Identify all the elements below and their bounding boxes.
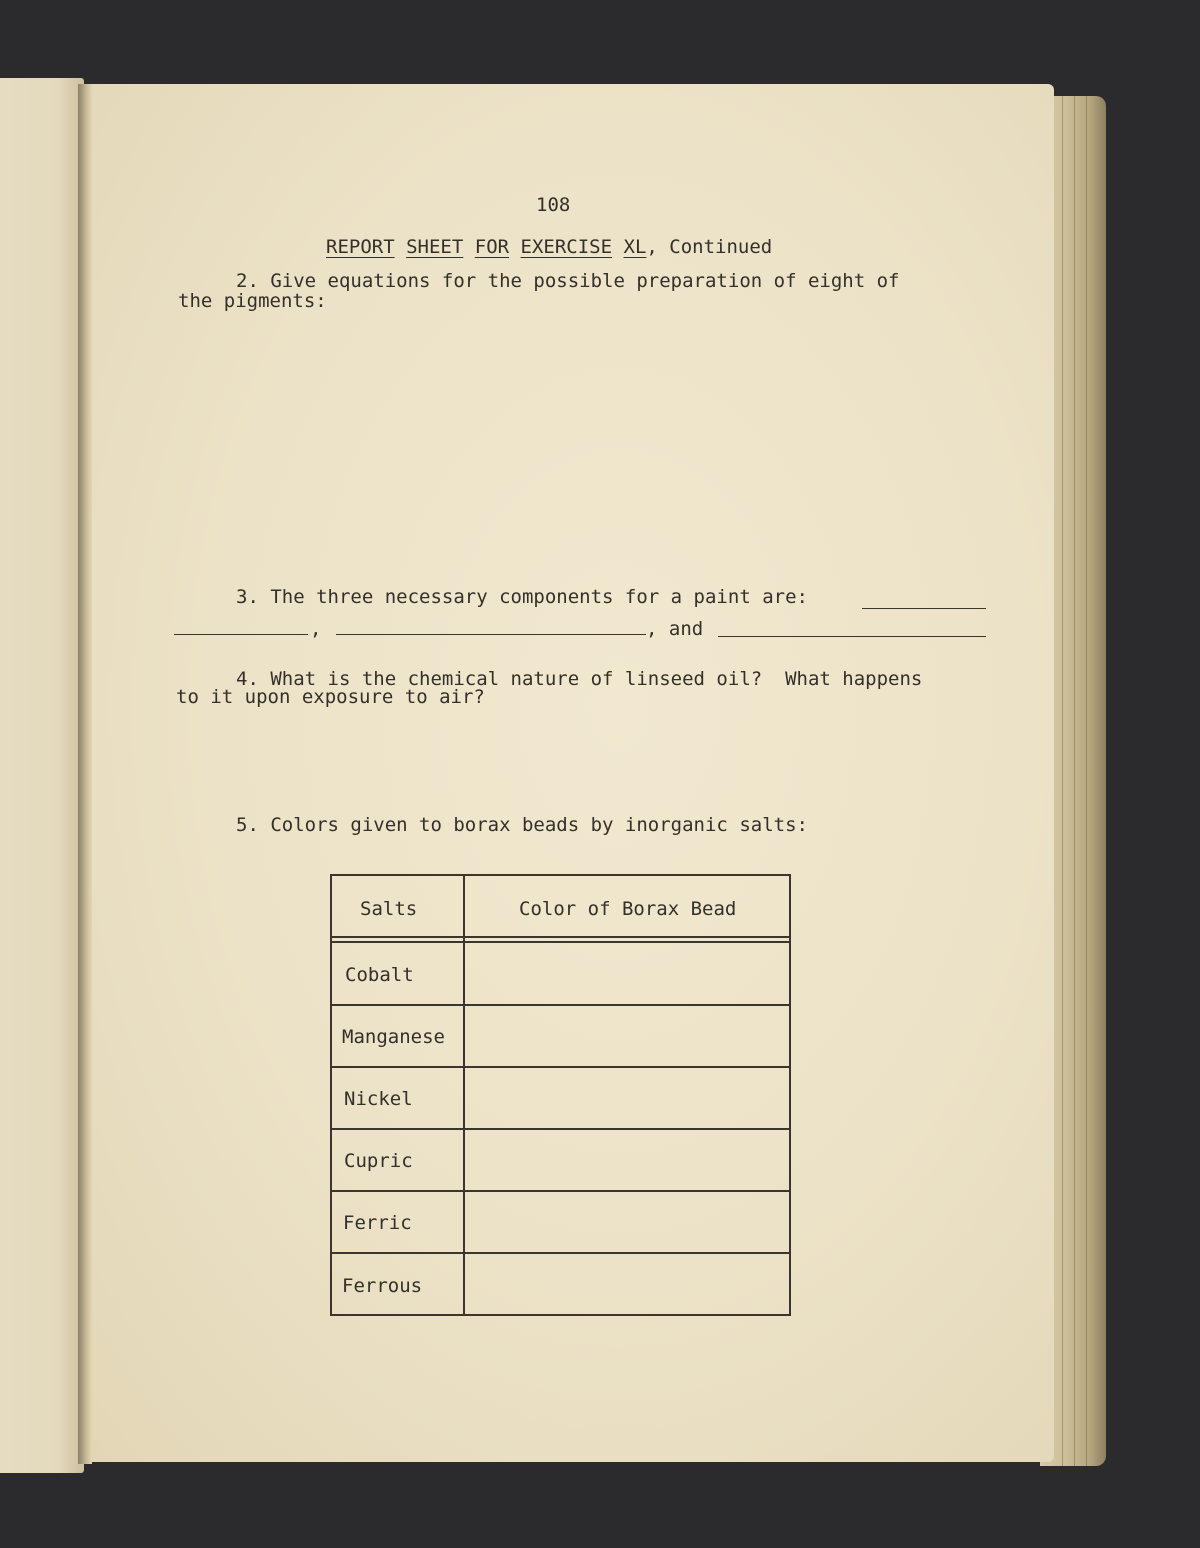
table-header-color: Color of Borax Bead [519,898,737,920]
page-number: 108 [536,194,571,216]
table-row-salt: Manganese [342,1026,445,1048]
answer-blank-2 [336,634,646,635]
question-2-line-2: the pigments: [178,290,327,312]
heading-word: REPORT [326,236,395,258]
question-3-comma: , [310,618,322,640]
table-row-salt: Ferric [343,1212,412,1234]
table-header-rule [330,936,791,938]
heading-word: XL [623,236,647,258]
table-row-salt: Ferrous [342,1275,423,1297]
table-row-salt: Cobalt [345,964,414,986]
heading-suffix: , Continued [646,236,773,258]
page-edge-line [1074,96,1075,1466]
heading-word: FOR [474,236,510,258]
answer-blank-3 [718,636,986,637]
question-4-line-1: 4. What is the chemical nature of linseed oil? What happens [236,668,923,690]
table-row-rule [330,1190,791,1192]
table-row-rule [330,1128,791,1130]
page-heading [326,238,772,257]
question-3-and: , and [646,618,704,640]
table-row-salt: Nickel [344,1088,413,1110]
answer-blank-1-cont [174,634,308,635]
table-row-rule [330,1004,791,1006]
book-gutter [78,84,92,1464]
question-5-line-1: 5. Colors given to borax beads by inorganic salts: [236,814,808,836]
table-row-rule [330,1066,791,1068]
left-page-edge [0,78,84,1473]
question-3-line-1: 3. The three necessary components for a paint are: [236,586,808,608]
heading-word: SHEET [406,236,464,258]
table-row-rule [330,1252,791,1254]
table-header-salts: Salts [360,898,418,920]
question-2-line-1: 2. Give equations for the possible preparation of eight of [236,270,900,292]
heading-word: EXERCISE [520,236,613,258]
question-4-line-2: to it upon exposure to air? [176,686,485,708]
table-header-rule [330,941,791,943]
table-row-salt: Cupric [344,1150,413,1172]
borax-bead-table [330,874,791,1316]
page-edge-line [1086,96,1087,1466]
answer-blank-1 [862,608,986,609]
page-edge-line [1062,96,1063,1466]
